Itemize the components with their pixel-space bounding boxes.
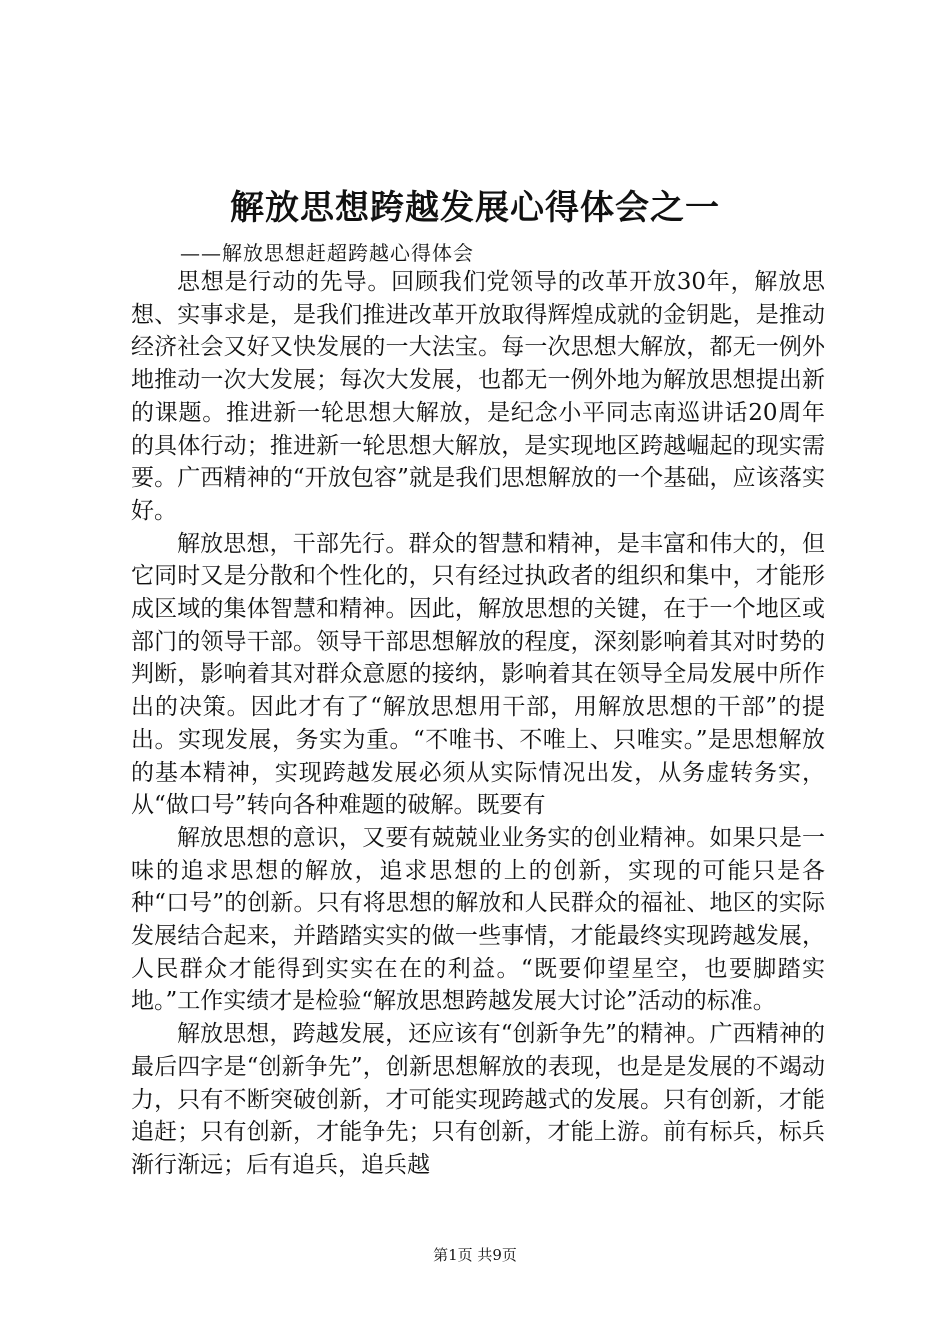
page-indicator: 第1页 共9页: [433, 1246, 517, 1264]
paragraph: 解放思想的意识，又要有兢兢业业务实的创业精神。如果只是一味的追求思想的解放，追求思想的上的创新，实现的可能只是各种“口号”的创新。只有将思想的解放和人民群众的福祉、地区的实际发展结合起来，并踏踏实实的做一些事情，才能最终实现跨越发展，人民群众才能得到实实在在的利益。“既要仰望星空，也要脚踏实地。”工作实绩才是检验“解放思想跨越发展大讨论”活动的标准。: [131, 824, 825, 1015]
document-body: [131, 266, 825, 1182]
paragraph: 解放思想，干部先行。群众的智慧和精神，是丰富和伟大的，但它同时又是分散和个性化的，只有经过执政者的组织和集中，才能形成区域的集体智慧和精神。因此，解放思想的关键，在于一个地区或部门的领导干部。领导干部思想解放的程度，深刻影响着其对时势的判断，影响着其对群众意愿的接纳，影响着其在领导全局发展中所作出的决策。因此才有了“解放思想用干部，用解放思想的干部”的提出。实现发展，务实为重。“不唯书、不唯上、只唯实。”是思想解放的基本精神，实现跨越发展必须从实际情况出发，从务虚转务实，从“做口号”转向各种难题的破解。既要有: [131, 530, 825, 819]
document-subtitle: ——解放思想赶超跨越心得体会: [180, 241, 474, 265]
paragraph: 解放思想，跨越发展，还应该有“创新争先”的精神。广西精神的最后四字是“创新争先”，创新思想解放的表现，也是是发展的不竭动力，只有不断突破创新，才可能实现跨越式的发展。只有创新，才能追赶；只有创新，才能争先；只有创新，才能上游。前有标兵，标兵渐行渐远；后有追兵，追兵越: [131, 1021, 825, 1178]
document-title: 解放思想跨越发展心得体会之一: [230, 188, 720, 228]
paragraph: 思想是行动的先导。回顾我们党领导的改革开放30年，解放思想、实事求是，是我们推进改革开放取得辉煌成就的金钥匙，是推动经济社会又好又快发展的一大法宝。每一次思想大解放，都无一例外地推动一次大发展；每次大发展，也都无一例外地为解放思想提出新的课题。推进新一轮思想大解放，是纪念小平同志南巡讲话20周年的具体行动；推进新一轮思想大解放，是实现地区跨越崛起的现实需要。广西精神的“开放包容”就是我们思想解放的一个基础，应该落实好。: [131, 269, 825, 524]
